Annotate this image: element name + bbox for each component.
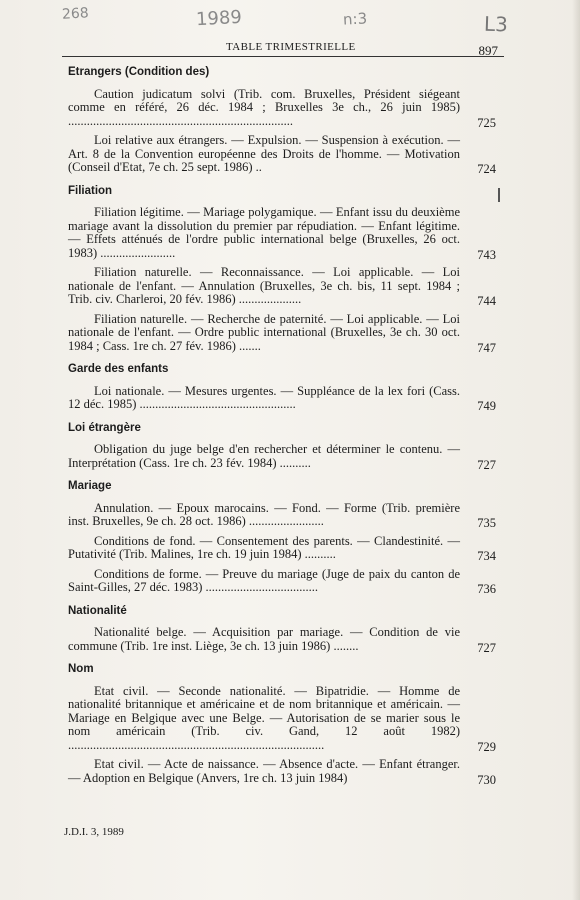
running-header xyxy=(62,38,504,57)
index-section xyxy=(68,363,500,412)
entry-text: Annulation. — Epoux marocains. — Fond. — Forme (Trib. première inst. Bruxelles, 9e ch. 28 oct. 1986) ........................ xyxy=(68,500,460,528)
section-title: Loi étrangère xyxy=(68,421,141,434)
header-title: TABLE TRIMESTRIELLE xyxy=(226,41,356,53)
index-content xyxy=(68,66,500,795)
entry-page-ref: 747 xyxy=(477,340,496,355)
handwritten-note-2: 1989 xyxy=(195,6,243,31)
entry-text: Filiation naturelle. — Reconnaissance. — Loi applicable. — Loi nationale de l'enfant. — Annulation (Bruxelles, 3e ch. bis, 11 sept. 1984 ; Trib. civ. Charleroi, 20 fév. 1986) .................... xyxy=(68,265,460,306)
entry-text: Etat civil. — Seconde nationalité. — Bipatridie. — Homme de nationalité britannique et américaine et de nom britannique et américain. — Mariage en Belgique avec une Belge. — Autorisation de se marier sous le nom américain (Trib. civ. Gand, 12 août 1982) .................................................................................. xyxy=(68,683,460,752)
entry-text: Filiation légitime. — Mariage polygamique. — Enfant issu du deuxième mariage avant la dissolution du premier par répudiation. — Enfant légitime. — Effets atténués de l'ordre public international belge (Bruxelles, 26 oct. 1983) ........................ xyxy=(68,205,460,260)
entry-text: Filiation naturelle. — Recherche de paternité. — Loi applicable. — Loi nationale de l'enfant. — Ordre public international (Bruxelles, 3e ch. 30 oct. 1984 ; Cass. 1re ch. 27 fév. 1986) ....... xyxy=(68,311,460,353)
section-title: Nationalité xyxy=(68,604,127,617)
index-entry xyxy=(68,535,500,562)
entry-page-ref: 727 xyxy=(477,640,496,655)
entry-text: Etat civil. — Acte de naissance. — Absence d'acte. — Enfant étranger. — Adoption en Belgique (Anvers, 1re ch. 13 juin 1984) xyxy=(68,757,460,785)
entry-page-ref: 724 xyxy=(477,162,496,176)
entry-page-ref: 729 xyxy=(477,739,496,754)
entry-page-ref: 736 xyxy=(477,582,496,596)
entry-page-ref: 727 xyxy=(477,457,496,472)
index-entry xyxy=(68,385,500,412)
page-edge-shadow xyxy=(572,0,580,900)
index-entry xyxy=(68,313,500,354)
index-entry xyxy=(68,758,500,785)
index-entry xyxy=(68,206,500,260)
index-entry xyxy=(68,685,500,753)
section-title: Etrangers (Condition des) xyxy=(68,66,210,78)
entry-text: Loi nationale. — Mesures urgentes. — Suppléance de la lex fori (Cass. 12 déc. 1985) .................................................. xyxy=(68,383,460,411)
index-entry xyxy=(68,266,500,307)
index-entry xyxy=(68,626,500,653)
handwritten-note-4: L3 xyxy=(483,11,509,37)
section-title: Filiation xyxy=(68,184,113,197)
index-section xyxy=(68,66,500,175)
entry-page-ref: 749 xyxy=(477,399,496,413)
handwritten-note-1: 268 xyxy=(61,5,90,23)
section-title: Mariage xyxy=(68,480,112,492)
index-section xyxy=(68,185,500,354)
index-section xyxy=(68,663,500,785)
section-title: Nom xyxy=(68,663,94,675)
handwritten-note-3: n:3 xyxy=(342,9,368,29)
entry-text: Obligation du juge belge d'en rechercher et déterminer le contenu. — Interprétation (Cass. 1re ch. 23 fév. 1984) .......... xyxy=(68,442,460,470)
index-entry xyxy=(68,568,500,595)
index-section xyxy=(68,605,500,654)
index-entry xyxy=(68,502,500,529)
entry-text: Conditions de fond. — Consentement des parents. — Clandestinité. — Putativité (Trib. Malines, 1re ch. 19 juin 1984) .......... xyxy=(68,533,460,561)
journal-footer: J.D.I. 3, 1989 xyxy=(64,826,124,838)
entry-page-ref: 743 xyxy=(477,247,496,262)
index-section xyxy=(68,422,500,471)
section-title: Garde des enfants xyxy=(68,363,169,375)
index-entry xyxy=(68,134,500,175)
entry-text: Loi relative aux étrangers. — Expulsion. — Suspension à exécution. — Art. 8 de la Convention européenne des Droits de l'homme. — Motivation (Conseil d'Etat, 7e ch. 25 sept. 1986) .. xyxy=(68,133,460,174)
entry-text: Nationalité belge. — Acquisition par mariage. — Condition de vie commune (Trib. 1re inst. Liège, 3e ch. 13 juin 1986) ........ xyxy=(68,625,460,653)
entry-page-ref: 734 xyxy=(477,549,496,563)
entry-page-ref: 744 xyxy=(477,294,496,308)
entry-page-ref: 730 xyxy=(477,772,496,787)
index-entry xyxy=(68,88,500,129)
entry-text: Caution judicatum solvi (Trib. com. Bruxelles, Président siégeant comme en référé, 26 déc. 1984 ; Bruxelles 3e ch., 26 juin 1985) ........................................................................ xyxy=(68,86,460,128)
entry-page-ref: 735 xyxy=(477,516,496,530)
index-section xyxy=(68,480,500,595)
entry-page-ref: 725 xyxy=(477,115,496,130)
page-number: 897 xyxy=(478,43,498,58)
index-entry xyxy=(68,443,500,470)
entry-text: Conditions de forme. — Preuve du mariage (Juge de paix du canton de Saint-Gilles, 27 déc. 1983) .................................... xyxy=(68,566,460,594)
